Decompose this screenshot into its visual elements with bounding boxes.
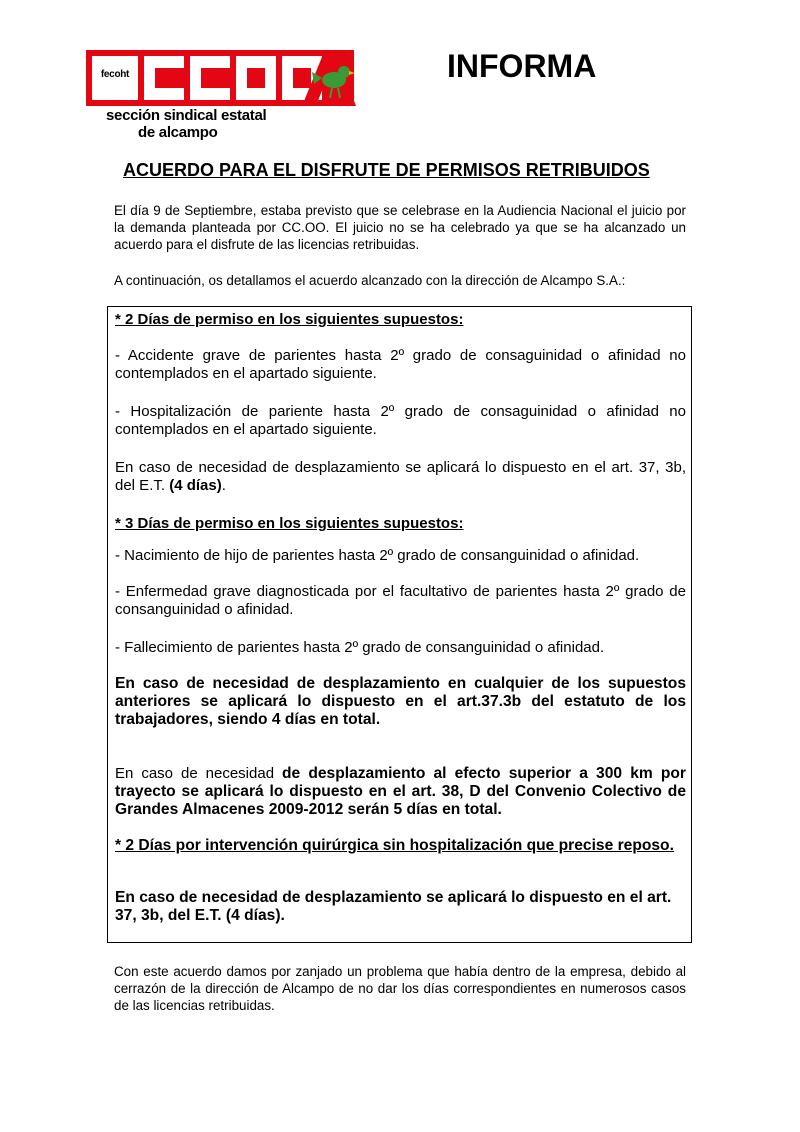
logo-subtitle-line1: sección sindical estatal — [106, 107, 267, 124]
section-3-days-heading: * 3 Días de permiso en los siguientes supuestos: — [115, 515, 464, 532]
surgery-travel-note: En caso de necesidad de desplazamiento se aplicará lo dispuesto en el art. 37, 3b, del E.T. (4 días). — [115, 889, 672, 924]
logo-subtitle-line2: de alcampo — [138, 124, 218, 141]
long-distance-note-text: En caso de necesidad — [115, 765, 275, 782]
intro-lead: A continuación, os detallamos el acuerdo alcanzado con la dirección de Alcampo S.A.: — [114, 273, 626, 288]
logo-letter-o1 — [236, 56, 276, 100]
list-item: - Hospitalización de pariente hasta 2º grado de consaguinidad o afinidad no contemplados en el apartado siguiente. — [115, 403, 686, 438]
long-distance-note — [115, 765, 686, 819]
informa-heading: INFORMA — [447, 48, 597, 84]
section-2-days-heading: * 2 Días de permiso en los siguientes supuestos: — [115, 311, 464, 328]
list-item: - Nacimiento de hijo de parientes hasta 2º grado de consanguinidad o afinidad. — [115, 547, 640, 564]
intro-paragraph: El día 9 de Septiembre, estaba previsto que se celebrase en la Audiencia Nacional el juicio por la demanda planteada por CC.OO. El juicio no se ha celebrado ya que se ha alcanzado un acuerdo para el disfrute de las licencias retribuidas. — [114, 203, 686, 252]
list-item: - Accidente grave de parientes hasta 2º grado de consaguinidad o afinidad no contemplados en el apartado siguiente. — [115, 347, 686, 382]
document-title: ACUERDO PARA EL DISFRUTE DE PERMISOS RETRIBUIDOS — [123, 160, 650, 180]
travel-note-end: . — [221, 477, 226, 494]
alcampo-bird-icon — [298, 50, 356, 108]
list-item: - Enfermedad grave diagnosticada por el facultativo de parientes hasta 2º grado de consanguinidad o afinidad. — [115, 583, 686, 618]
surgery-heading: * 2 Días por intervención quirúrgica sin hospitalización que precise reposo. — [115, 837, 674, 854]
list-item: - Fallecimiento de parientes hasta 2º grado de consanguinidad o afinidad. — [115, 639, 605, 656]
travel-note-days: (4 días) — [169, 477, 222, 494]
closing-paragraph: Con este acuerdo damos por zanjado un problema que había dentro de la empresa, debido al cerrazón de la dirección de Alcampo de no dar los días correspondientes en numerosos casos de las licencias retribuidas. — [114, 964, 686, 1013]
travel-note-bold: En caso de necesidad de desplazamiento en cualquier de los supuestos anteriores se aplicará lo dispuesto en el art.37.3b del estatuto de los trabajadores, siendo 4 días en total. — [115, 675, 686, 728]
long-distance-note-bold: de desplazamiento al efecto superior a 300 km por trayecto se aplicará lo dispuesto en el art. 38, D del Convenio Colectivo de Grandes Almacenes 2009-2012 serán 5 días en total. — [115, 765, 686, 818]
logo-letter-c1 — [144, 56, 184, 100]
travel-note-text: En caso de necesidad de desplazamiento se aplicará lo dispuesto en el art. 37, 3b, del E.T. — [115, 459, 686, 494]
travel-note — [115, 459, 686, 495]
ccoo-logo — [86, 50, 356, 142]
fecoht-label: fecoht — [100, 69, 130, 80]
logo-letter-c2 — [190, 56, 230, 100]
agreement-box — [107, 306, 692, 943]
fecoht-badge — [92, 56, 138, 100]
